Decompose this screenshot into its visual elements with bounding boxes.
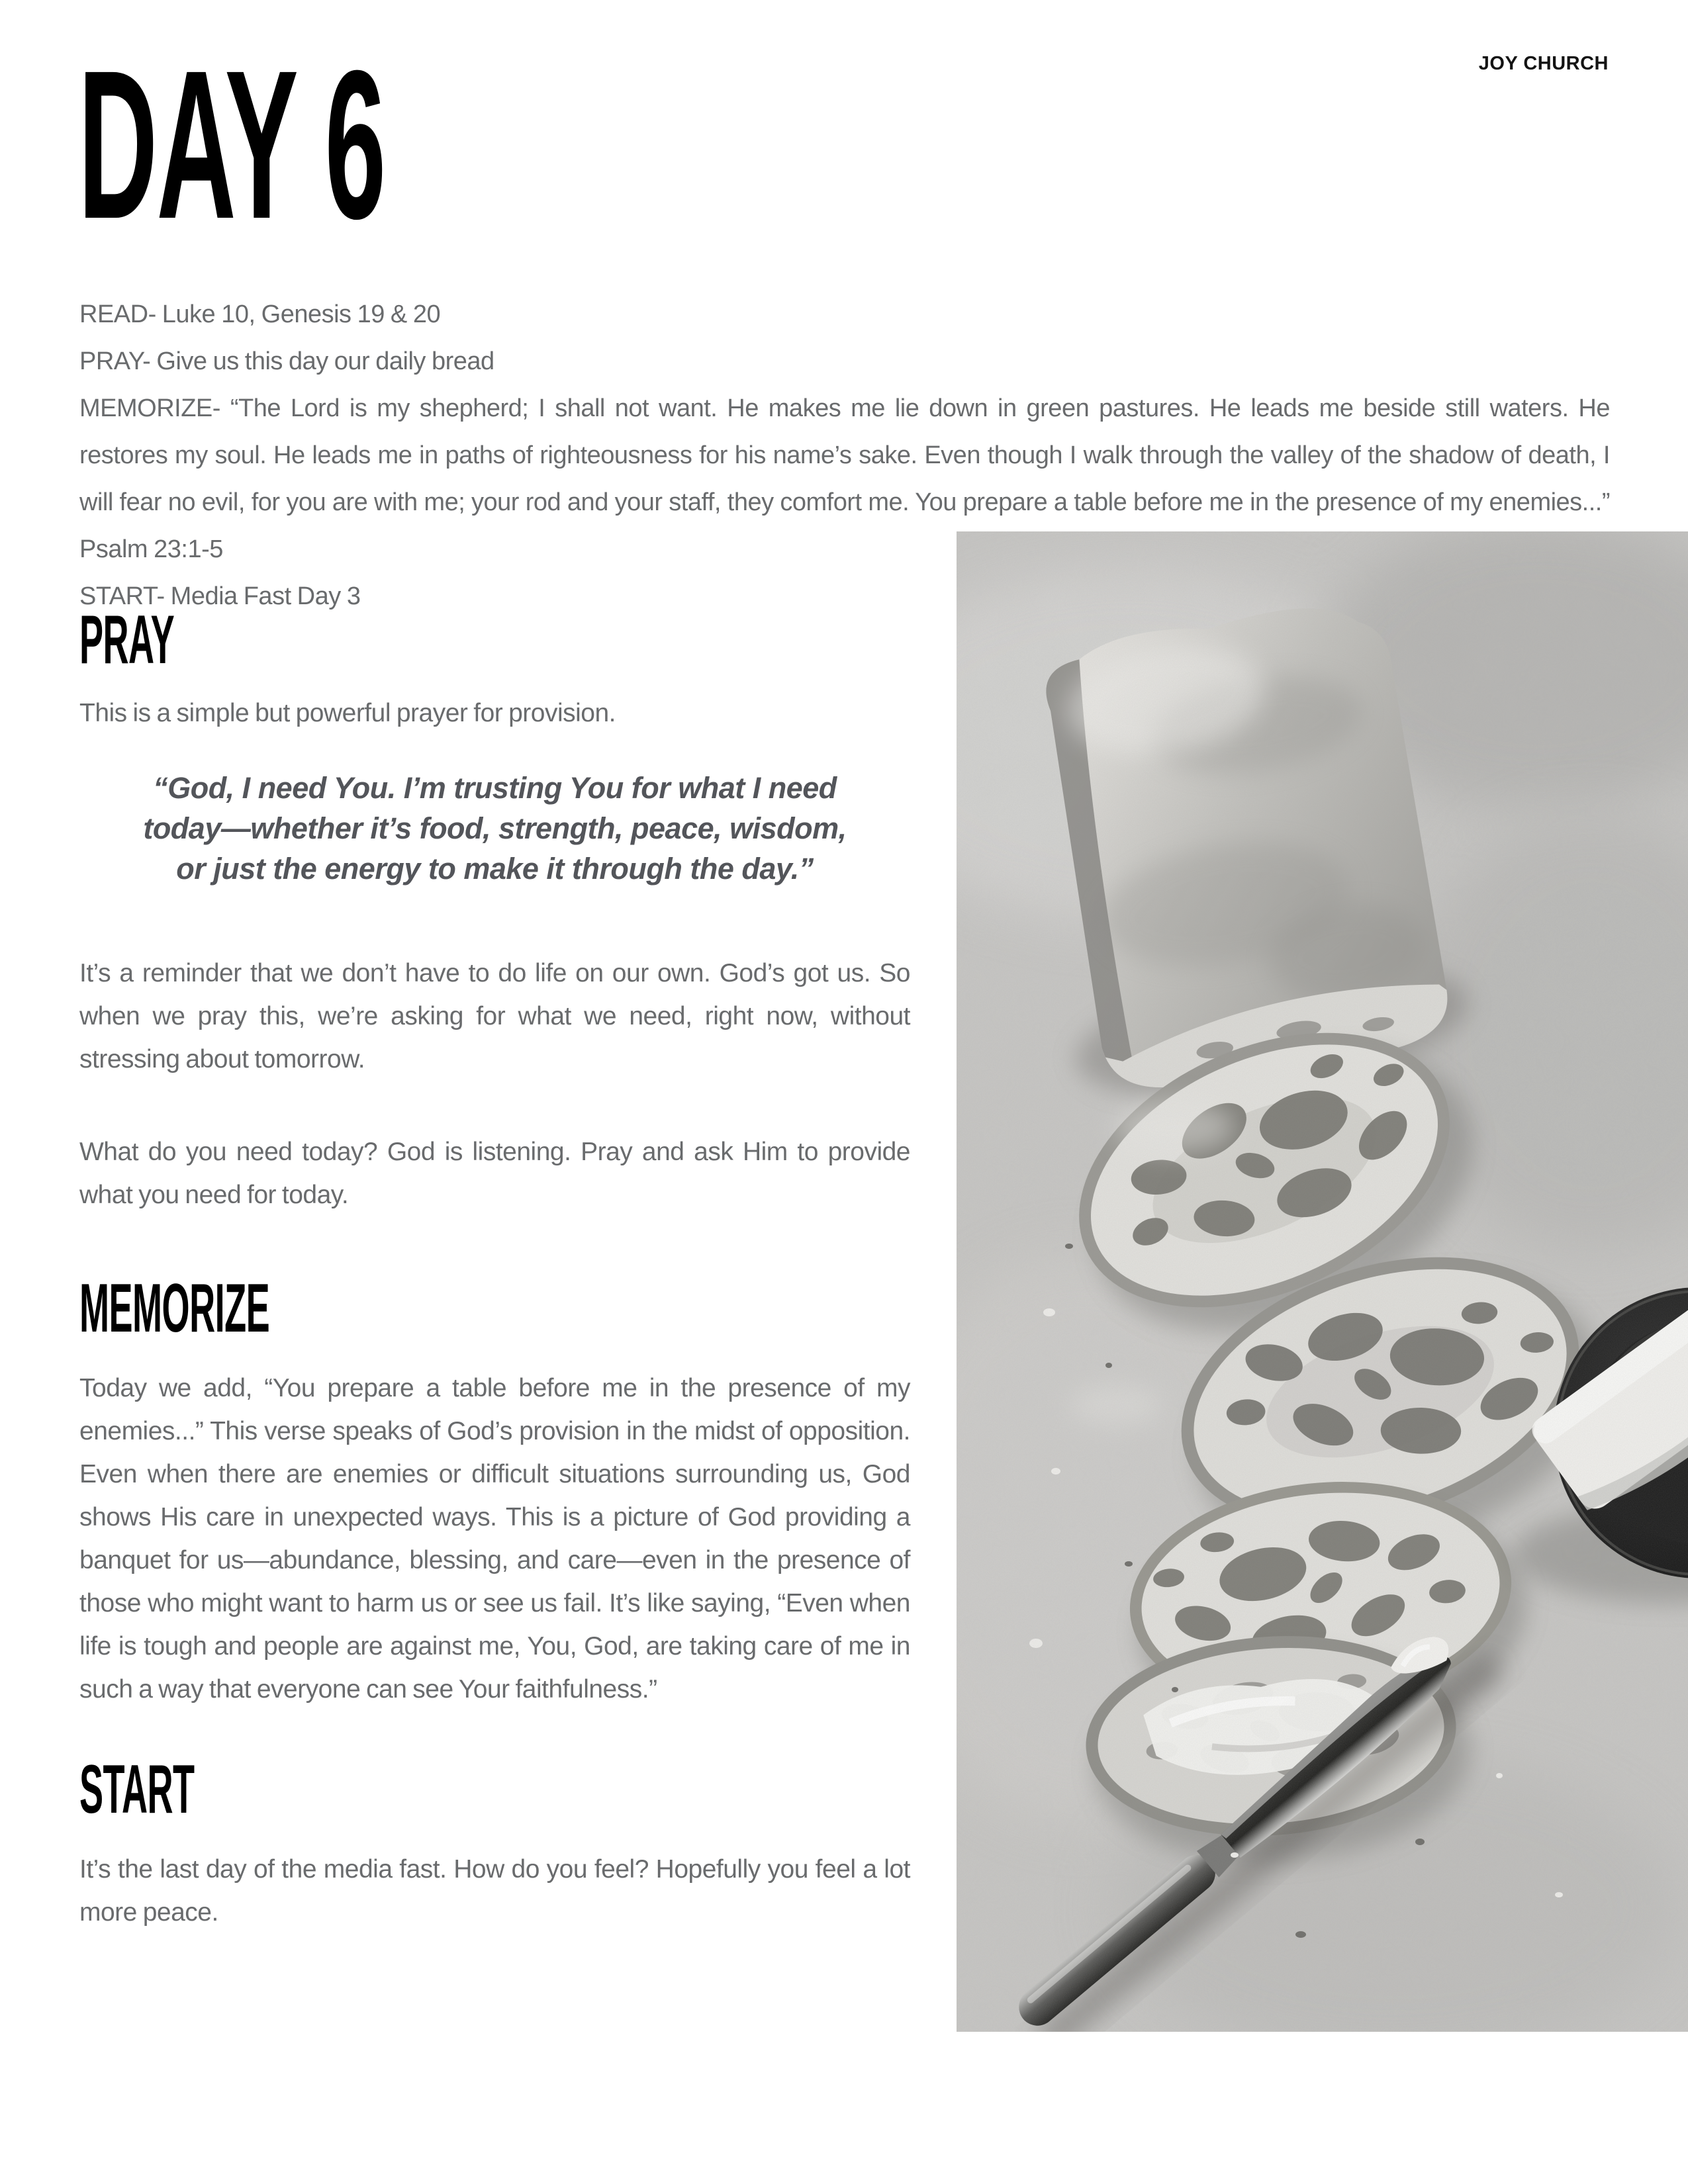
section-memorize-heading-text: MEMORIZE (79, 1270, 270, 1347)
section-start-heading (79, 1751, 910, 1828)
quote-line-2: today—whether it’s food, strength, peace, wisdom, (143, 811, 847, 845)
pray-quote (79, 768, 910, 889)
quote-line-1: “God, I need You. I’m trusting You for what I need (153, 771, 837, 805)
section-memorize (79, 1270, 910, 1711)
brand: JOY CHURCH (1478, 53, 1609, 74)
pray-paragraph-2: What do you need today? God is listening. Pray and ask Him to provide what you need for today. (79, 1138, 910, 1209)
pray-intro: This is a simple but powerful prayer for provision. (79, 699, 616, 727)
section-pray (79, 602, 910, 1216)
section-pray-heading-text: PRAY (79, 602, 175, 678)
pray-paragraph-1: It’s a reminder that we don’t have to do life on our own. God’s got us. So when we pray this, we’re asking for what we need, right now, without stressing about tomorrow. (79, 959, 910, 1073)
section-start (79, 1751, 910, 1934)
page-title-text: DAY 6 (78, 26, 385, 263)
section-pray-heading (79, 602, 910, 678)
page-title (78, 26, 668, 263)
memorize-paragraph: Today we add, “You prepare a table before me in the presence of my enemies...” This verse speaks of God’s provision in the midst of opposition. Even when there are enemies or difficult situations surrounding us, God shows His care in unexpected ways. This is a picture of God providing a banquet for us—abundance, blessing, and care—even in the presence of those who might want to harm us or see us fail. It’s like saying, “Even when life is tough and people are against me, You, God, are taking care of me in such a way that everyone can see Your faithfulness.” (79, 1374, 910, 1704)
plan-start: START- Media Fast Day 3 (79, 582, 361, 610)
section-memorize-heading (79, 1270, 910, 1347)
bread-photo-illustration (957, 531, 1688, 2032)
quote-line-3: or just the energy to make it through the day.” (176, 852, 814, 886)
bread-photo (957, 531, 1688, 2032)
plan-pray: PRAY- Give us this day our daily bread (79, 347, 494, 375)
start-paragraph: It’s the last day of the media fast. How do you feel? Hopefully you feel a lot more peace. (79, 1855, 910, 1927)
section-start-heading-text: START (79, 1751, 195, 1828)
plan-memorize: MEMORIZE- “The Lord is my shepherd; I shall not want. He makes me lie down in green pastures. He leads me beside still waters. He restores my soul. He leads me in paths of righteousness for his name’s sake. Even though I walk through the valley of the shadow of death, I will fear no evil, for you are with me; your rod and your staff, they comfort me. You prepare a table before me in the presence of my enemies...” Psalm 23:1-5 (79, 394, 1610, 563)
plan-read: READ- Luke 10, Genesis 19 & 20 (79, 300, 441, 328)
